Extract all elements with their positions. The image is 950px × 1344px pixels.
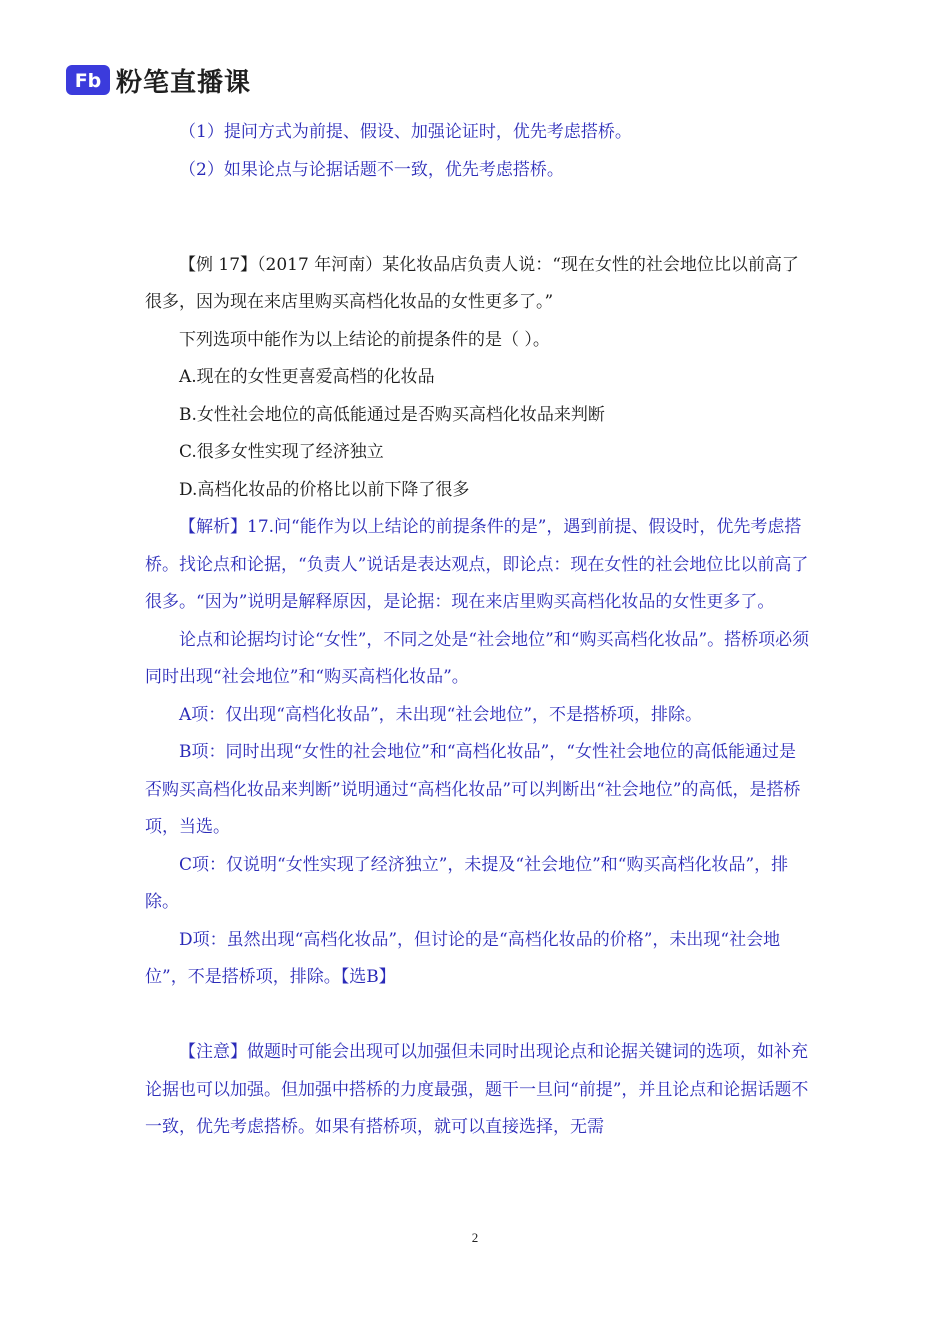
option-a: A.现在的女性更喜爱高档的化妆品 bbox=[179, 367, 435, 387]
option-d: D.高档化妆品的价格比以前下降了很多 bbox=[179, 479, 470, 500]
fenbi-logo-icon bbox=[66, 65, 110, 95]
example-stem: 【例 17】（2017 年河南）某化妆品店负责人说：“现在女性的社会地位比以前高了很多，因为现在来店里购买高档化妆品的女性更多了。” bbox=[145, 254, 799, 312]
analysis-option-d: D项：虽然出现“高档化妆品”，但讨论的是“高档化妆品的价格”，未出现“社会地位”，不是搭桥项，排除。【选B】 bbox=[145, 929, 781, 987]
option-c: C.很多女性实现了经济独立 bbox=[179, 442, 384, 462]
analysis-option-c: C项：仅说明“女性实现了经济独立”，未提及“社会地位”和“购买高档化妆品”，排除。 bbox=[145, 854, 789, 912]
brand-name: 粉笔直播课 bbox=[116, 67, 252, 98]
analysis-option-b: B项：同时出现“女性的社会地位”和“高档化妆品”，“女性社会地位的高低能通过是否购买高档化妆品来判断”说明通过“高档化妆品”可以判断出“社会地位”的高低，是搭桥项，当选。 bbox=[145, 742, 801, 837]
page-header bbox=[66, 60, 251, 100]
example-question: 下列选项中能作为以上结论的前提条件的是（ ）。 bbox=[179, 329, 550, 350]
spacer bbox=[145, 997, 810, 1035]
analysis-option-a: A项：仅出现“高档化妆品”，未出现“社会地位”，不是搭桥项，排除。 bbox=[179, 704, 703, 725]
rule-1: （1）提问方式为前提、假设、加强论证时，优先考虑搭桥。 bbox=[179, 122, 632, 142]
analysis-paragraph-2: 论点和论据均讨论“女性”，不同之处是“社会地位”和“购买高档化妆品”。搭桥项必须同时出现“社会地位”和“购买高档化妆品”。 bbox=[145, 629, 810, 687]
document-body bbox=[145, 114, 810, 1147]
page-number: 2 bbox=[471, 1230, 479, 1245]
option-b: B.女性社会地位的高低能通过是否购买高档化妆品来判断 bbox=[179, 404, 605, 425]
note-paragraph: 【注意】做题时可能会出现可以加强但未同时出现论点和论据关键词的选项，如补充论据也可以加强。但加强中搭桥的力度最强，题干一旦问“前提”，并且论点和论据话题不一致，优先考虑搭桥。如果有搭桥项，就可以直接选择，无需 bbox=[145, 1042, 809, 1137]
logo-mark-text: Fb bbox=[74, 70, 102, 92]
rule-2: （2）如果论点与论据话题不一致，优先考虑搭桥。 bbox=[179, 159, 564, 180]
spacer bbox=[145, 227, 810, 247]
spacer bbox=[145, 189, 810, 227]
analysis-paragraph-1: 【解析】17.问“能作为以上结论的前提条件的是”，遇到前提、假设时，优先考虑搭桥。找论点和论据，“负责人”说话是表达观点，即论点：现在女性的社会地位比以前高了很多。“因为”说明是解释原因，是论据：现在来店里购买高档化妆品的女性更多了。 bbox=[145, 517, 809, 612]
